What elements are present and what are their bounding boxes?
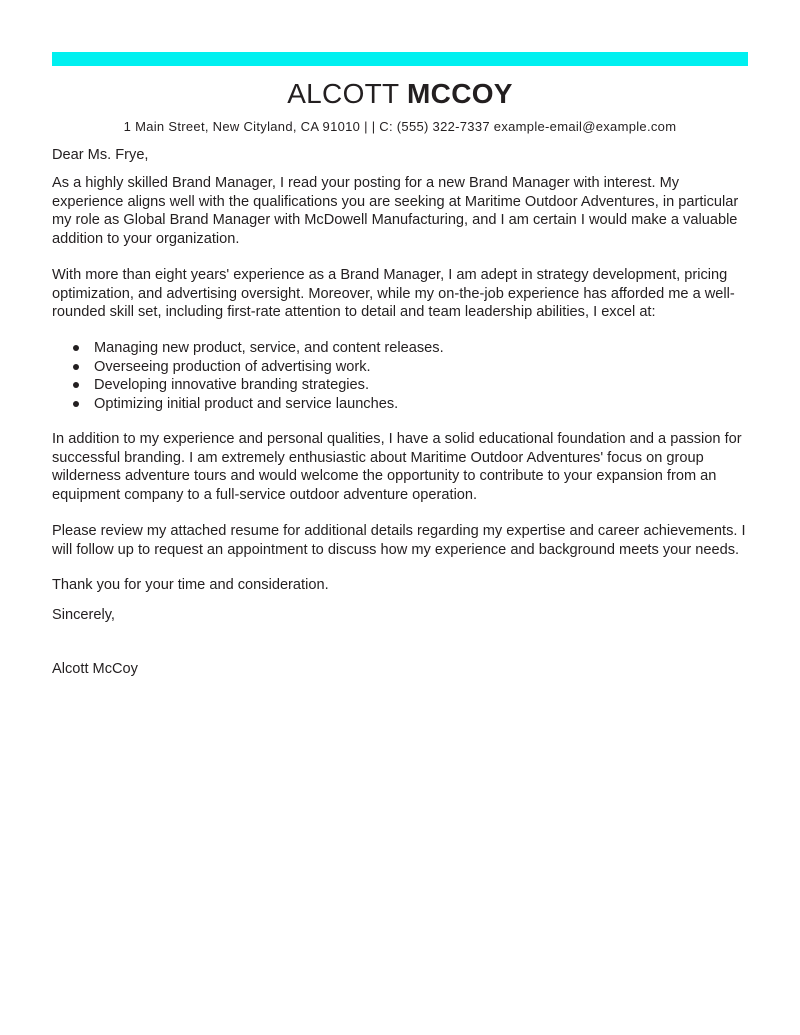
- first-name: ALCOTT: [287, 78, 399, 109]
- bullet-icon: [73, 345, 79, 351]
- applicant-name: [0, 76, 800, 112]
- paragraph-intro: As a highly skilled Brand Manager, I read your posting for a new Brand Manager with interest. My experience aligns well with the qualifications you are seeking at Maritime Outdoor Adventures, in particular my role as Global Brand Manager with McDowell Manufacturing, and I am certain I would make a valuable addition to your organization.: [52, 175, 739, 247]
- signature: Alcott McCoy: [52, 661, 138, 677]
- skills-list-item-text: Optimizing initial product and service launches.: [94, 395, 399, 412]
- skills-list-item: [52, 339, 752, 358]
- last-name: MCCOY: [407, 78, 513, 109]
- skills-list-item: [52, 358, 752, 377]
- skills-list-item-text: Developing innovative branding strategies.: [94, 377, 370, 393]
- bullet-icon: [73, 364, 79, 370]
- skills-list-item-text: Managing new product, service, and content releases.: [94, 340, 444, 356]
- closing: Sincerely,: [52, 607, 115, 623]
- salutation: Dear Ms. Frye,: [52, 147, 149, 163]
- skills-list: [52, 339, 752, 413]
- contact-line: 1 Main Street, New Cityland, CA 91010 | | C: (555) 322-7337 example-email@example.com: [123, 119, 677, 134]
- bullet-icon: [73, 382, 79, 388]
- paragraph-experience: With more than eight years' experience as a Brand Manager, I am adept in strategy development, pricing optimization, and advertising oversight. Moreover, while my on-the-job experience has afforded me a well-rounded skill set, including first-rate attention to detail and team leadership abilities, I excel at:: [52, 267, 735, 320]
- paragraph-thanks: Thank you for your time and consideration.: [52, 577, 329, 593]
- skills-list-item-text: Overseeing production of advertising work.: [94, 358, 371, 375]
- skills-list-item: [52, 395, 752, 414]
- header-accent-bar: [52, 52, 748, 66]
- skills-list-item: [52, 376, 752, 395]
- paragraph-education: In addition to my experience and personal qualities, I have a solid educational foundation and a passion for successful branding. I am extremely enthusiastic about Maritime Outdoor Adventures' focus on group wilderness adventure tours and would welcome the opportunity to contribute to your expansion from an equipment company to a full-service outdoor adventure operation.: [52, 431, 742, 503]
- paragraph-resume: Please review my attached resume for additional details regarding my expertise and career achievements. I will follow up to request an appointment to discuss how my experience and background meets your needs.: [52, 523, 746, 558]
- bullet-icon: [73, 401, 79, 407]
